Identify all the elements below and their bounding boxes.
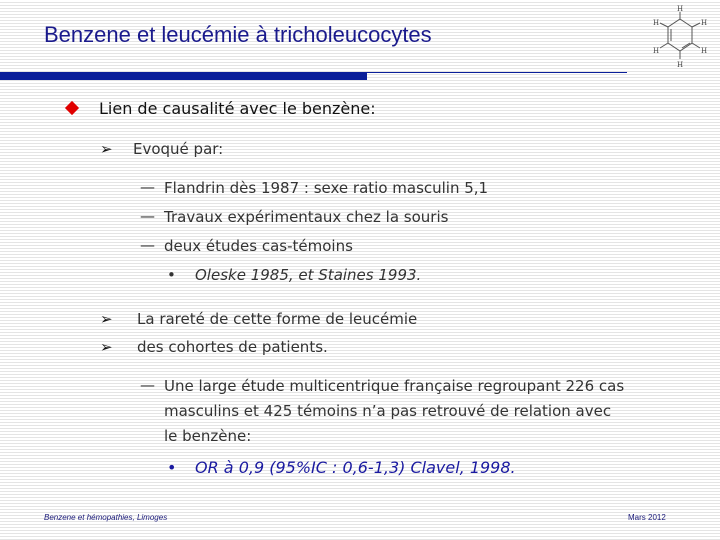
footer-left: Benzene et hémopathies, Limoges — [44, 513, 168, 522]
detail-references: Oleske 1985, et Staines 1993. — [195, 266, 422, 284]
list-item: Travaux expérimentaux chez la souris — [164, 208, 449, 226]
arrow-bullet-icon: ➢ — [100, 338, 113, 356]
sub-bullet-cohortes: des cohortes de patients. — [137, 338, 328, 356]
list-item: Flandrin dès 1987 : sexe ratio masculin 5,1 — [164, 179, 489, 197]
dash-bullet-icon: — — [140, 178, 155, 196]
diamond-bullet-icon — [65, 101, 79, 115]
list-item: deux études cas-témoins — [164, 237, 353, 255]
svg-text:H: H — [701, 19, 708, 27]
study-line-2: masculins et 425 témoins n’a pas retrouvé de relation avec — [164, 402, 612, 420]
slide-title: Benzene et leucémie à tricholeucocytes — [44, 22, 432, 47]
arrow-bullet-icon: ➢ — [100, 140, 113, 158]
dash-bullet-icon: — — [140, 236, 155, 254]
svg-text:H: H — [677, 61, 684, 69]
main-bullet: Lien de causalité avec le benzène: — [99, 99, 376, 118]
svg-text:H: H — [701, 47, 708, 55]
sub-bullet-rarete: La rareté de cette forme de leucémie — [137, 310, 418, 328]
study-line-1: Une large étude multicentrique française regroupant 226 cas — [164, 377, 625, 395]
arrow-bullet-icon: ➢ — [100, 310, 113, 328]
title-accent-bar — [0, 72, 367, 80]
sub-bullet-evoque: Evoqué par: — [133, 140, 224, 158]
dot-bullet-icon: • — [167, 458, 177, 477]
svg-text:H: H — [653, 47, 660, 55]
dot-bullet-icon: • — [167, 266, 176, 284]
study-line-3: le benzène: — [164, 427, 252, 445]
benzene-structure-icon — [650, 3, 710, 69]
svg-text:H: H — [677, 5, 684, 13]
dash-bullet-icon: — — [140, 207, 155, 225]
svg-text:H: H — [653, 19, 660, 27]
dash-bullet-icon: — — [140, 376, 155, 394]
odds-ratio-result: OR à 0,9 (95%IC : 0,6-1,3) Clavel, 1998. — [195, 458, 516, 477]
footer-date: Mars 2012 — [628, 513, 666, 522]
title-underline — [367, 72, 627, 73]
